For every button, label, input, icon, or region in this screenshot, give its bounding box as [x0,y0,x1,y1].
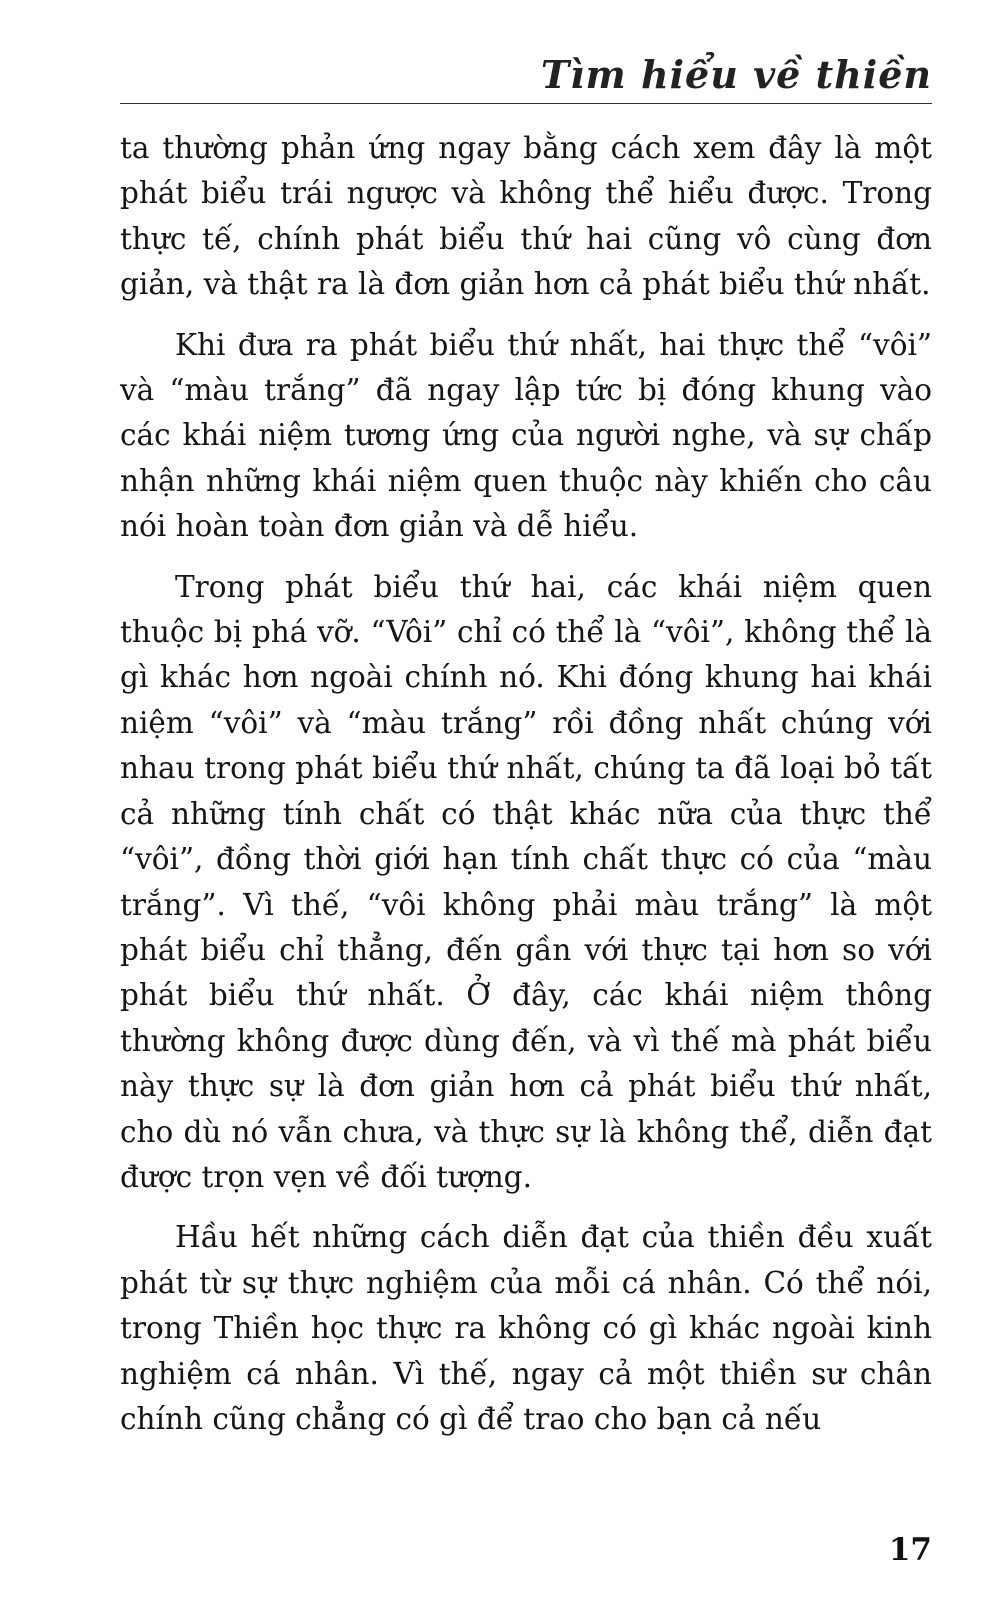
header-divider [120,103,932,104]
paragraph-4: Hầu hết những cách diễn đạt của thiền đều xuất phát từ sự thực nghiệm của mỗi cá nhân. Có thể nói, trong Thiền học thực ra không có gì khác ngoài kinh nghiệm cá nhân. Vì thế, ngay cả một thiền sư chân chính cũng chẳng có gì để trao cho bạn cả nếu [120,1220,932,1436]
body-text [120,126,932,1457]
paragraph-3: Trong phát biểu thứ hai, các khái niệm quen thuộc bị phá vỡ. “Vôi” chỉ có thể là “vôi”, không thể là gì khác hơn ngoài chính nó. Khi đóng khung hai khái niệm “vôi” và “màu trắng” rồi đồng nhất chúng với nhau trong phát biểu thứ nhất, chúng ta đã loại bỏ tất cả những tính chất có thật khác nữa của thực thể “vôi”, đồng thời giới hạn tính chất thực có của “màu trắng”. Vì thế, “vôi không phải màu trắng” là một phát biểu chỉ thẳng, đến gần với thực tại hơn so với phát biểu thứ nhất. Ở đây, các khái niệm thông thường không được dùng đến, và vì thế mà phát biểu này thực sự là đơn giản hơn cả phát biểu thứ nhất, cho dù nó vẫn chưa, và thực sự là không thể, diễn đạt được trọn vẹn về đối tượng. [120,569,932,1194]
paragraph-2: Khi đưa ra phát biểu thứ nhất, hai thực thể “vôi” và “màu trắng” đã ngay lập tức bị đóng khung vào các khái niệm tương ứng của người nghe, và sự chấp nhận những khái niệm quen thuộc này khiến cho câu nói hoàn toàn đơn giản và dễ hiểu. [120,327,932,544]
page-number: 17 [888,1532,932,1568]
running-header-title: Tìm hiểu về thiền [540,52,932,97]
paragraph-1: ta thường phản ứng ngay bằng cách xem đây là một phát biểu trái ngược và không thể hiểu được. Trong thực tế, chính phát biểu thứ hai cũng vô cùng đơn giản, và thật ra là đơn giản hơn cả phát biểu thứ nhất. [120,131,932,302]
